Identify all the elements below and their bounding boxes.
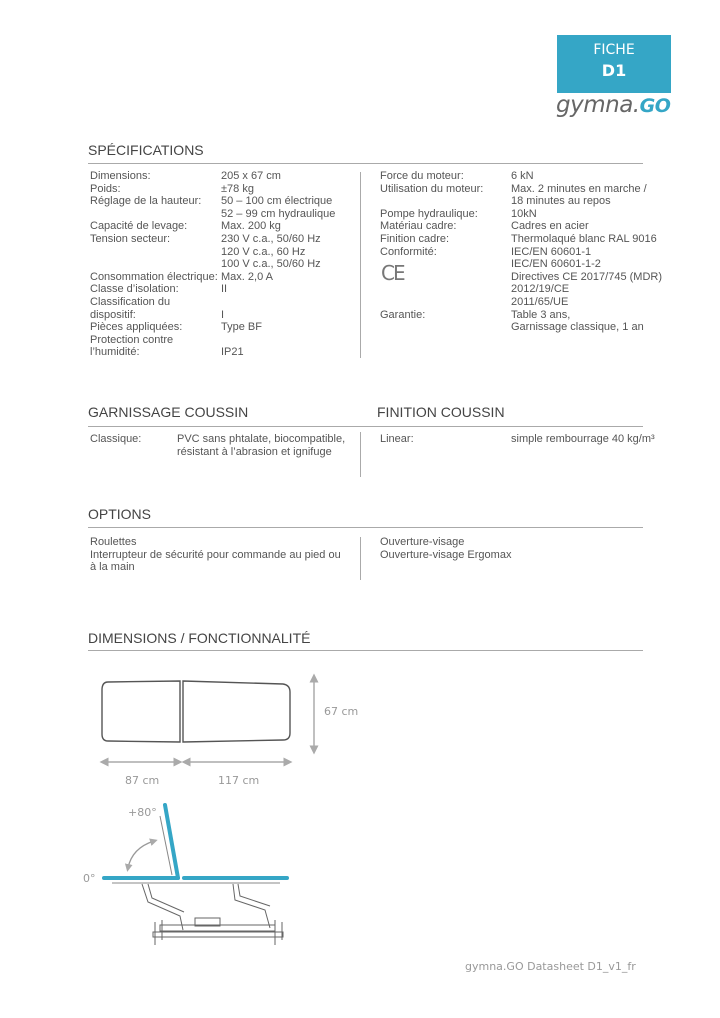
- spec-label: [380, 296, 511, 309]
- spec-label: Dimensions:: [90, 170, 151, 182]
- dimensions-heading: DIMENSIONS / FONCTIONNALITÉ: [88, 630, 311, 646]
- spec-value: 50 – 100 cm électrique: [221, 195, 333, 208]
- spec-value: 2012/19/CE: [511, 283, 570, 296]
- spec-label: Conformité:: [380, 245, 437, 258]
- divider: [88, 163, 643, 164]
- spec-row: [380, 321, 662, 334]
- spec-label: dispositif:: [90, 308, 136, 321]
- spec-label: Classe d’isolation:: [90, 283, 179, 296]
- spec-value: Table 3 ans,: [511, 308, 571, 321]
- spec-row: [90, 220, 335, 233]
- spec-value: 2011/65/UE: [511, 295, 569, 308]
- table-diagram: [80, 670, 380, 955]
- body-length-label: 117 cm: [218, 774, 260, 787]
- spec-row: [380, 183, 662, 196]
- ce-mark: CE: [381, 261, 404, 285]
- spec-row: [90, 258, 335, 271]
- spec-row: [90, 283, 335, 296]
- finition-heading: FINITION COUSSIN: [377, 404, 505, 420]
- spec-label: Finition cadre:: [380, 232, 450, 245]
- spec-row: [90, 334, 335, 347]
- spec-label: Pompe hydraulique:: [380, 207, 478, 220]
- spec-value: 100 V c.a., 50/60 Hz: [221, 258, 321, 271]
- spec-value: Max. 200 kg: [221, 220, 281, 233]
- spec-label: Matériau cadre:: [380, 220, 457, 233]
- spec-row: [90, 208, 335, 221]
- spec-label: Consommation électrique:: [90, 270, 218, 283]
- divider: [360, 172, 361, 358]
- divider: [360, 432, 361, 477]
- spec-value: Thermolaqué blanc RAL 9016: [511, 232, 657, 245]
- spec-row: [380, 271, 662, 284]
- spec-row: [380, 220, 662, 233]
- spec-value: Cadres en acier: [511, 220, 589, 233]
- spec-row: [90, 183, 335, 196]
- footer: gymna.GO Datasheet D1_v1_fr: [465, 960, 636, 973]
- spec-label: [380, 195, 511, 208]
- spec-value: Garnissage classique, 1 an: [511, 321, 644, 334]
- spec-row: [380, 195, 662, 208]
- spec-row: [380, 258, 662, 271]
- spec-label: Poids:: [90, 182, 121, 195]
- spec-row: [380, 246, 662, 259]
- spec-label: Réglage de la hauteur:: [90, 195, 202, 208]
- spec-value: IP21: [221, 346, 244, 359]
- gymna-logo: gymna.GO: [556, 92, 671, 118]
- spec-label: Capacité de levage:: [90, 220, 188, 233]
- spec-value: ±78 kg: [221, 182, 254, 195]
- spec-label: [90, 246, 221, 259]
- spec-row: [90, 321, 335, 334]
- spec-label: [380, 321, 511, 334]
- spec-row: [90, 246, 335, 259]
- specs-heading: SPÉCIFICATIONS: [88, 142, 204, 158]
- spec-value: 230 V c.a., 50/60 Hz: [221, 232, 321, 245]
- spec-value: IEC/EN 60601-1: [511, 245, 592, 258]
- specs-right: [380, 170, 662, 334]
- head-length-label: 87 cm: [125, 774, 160, 787]
- specs-left: [90, 170, 335, 359]
- spec-row: [380, 283, 662, 296]
- spec-label: [90, 258, 221, 271]
- spec-row: [90, 233, 335, 246]
- spec-label: Force du moteur:: [380, 170, 464, 182]
- top-view: [102, 681, 290, 742]
- spec-row: [90, 309, 335, 322]
- spec-row: [90, 346, 335, 359]
- spec-label: Garantie:: [380, 308, 426, 321]
- angle-max-label: +80°: [128, 806, 157, 819]
- angle-min-label: 0°: [83, 872, 96, 885]
- spec-value: Directives CE 2017/745 (MDR): [511, 270, 662, 283]
- spec-label: Utilisation du moteur:: [380, 182, 484, 195]
- spec-row: [90, 170, 335, 183]
- divider: [360, 537, 361, 580]
- spec-value: Type BF: [221, 321, 262, 334]
- spec-row: [380, 309, 662, 322]
- options-left: Roulettes Interrupteur de sécurité pour commande au pied ou à la main: [90, 536, 341, 574]
- divider: [88, 527, 643, 528]
- spec-value: 18 minutes au repos: [511, 195, 611, 208]
- spec-label: Tension secteur:: [90, 232, 171, 245]
- garnissage-value: PVC sans phtalate, biocompatible, résistant à l’abrasion et ignifuge: [177, 433, 346, 458]
- side-view: [104, 805, 287, 945]
- spec-value: 205 x 67 cm: [221, 170, 281, 182]
- spec-row: [90, 195, 335, 208]
- spec-row: [90, 271, 335, 284]
- finition-value: simple rembourrage 40 kg/m³: [511, 433, 655, 445]
- spec-label: l’humidité:: [90, 346, 140, 359]
- divider: [88, 426, 643, 427]
- spec-label: Protection contre: [90, 333, 174, 346]
- spec-value: I: [221, 308, 225, 321]
- spec-row: [380, 233, 662, 246]
- spec-label: Classification du: [90, 295, 171, 308]
- garnissage-label: Classique:: [90, 433, 142, 445]
- spec-value: 120 V c.a., 60 Hz: [221, 245, 306, 258]
- spec-label: Pièces appliquées:: [90, 321, 183, 334]
- spec-label: [90, 208, 221, 221]
- spec-row: [380, 208, 662, 221]
- fiche-badge: FICHE D1: [557, 35, 671, 93]
- spec-value: 52 – 99 cm hydraulique: [221, 207, 336, 220]
- spec-label: [380, 283, 511, 296]
- garnissage-heading: GARNISSAGE COUSSIN: [88, 404, 249, 420]
- options-heading: OPTIONS: [88, 506, 152, 522]
- options-right: Ouverture-visage Ouverture-visage Ergomax: [380, 536, 512, 561]
- spec-value: IEC/EN 60601-1-2: [511, 258, 601, 271]
- spec-row: [380, 170, 662, 183]
- spec-value: 6 kN: [511, 170, 534, 182]
- spec-row: [380, 296, 662, 309]
- spec-row: [90, 296, 335, 309]
- spec-value: Max. 2 minutes en marche /: [511, 182, 647, 195]
- width-label: 67 cm: [324, 705, 359, 718]
- spec-value: II: [221, 283, 228, 296]
- finition-label: Linear:: [380, 433, 414, 445]
- spec-value: Max. 2,0 A: [221, 270, 273, 283]
- divider: [88, 650, 643, 651]
- spec-value: 10kN: [511, 207, 537, 220]
